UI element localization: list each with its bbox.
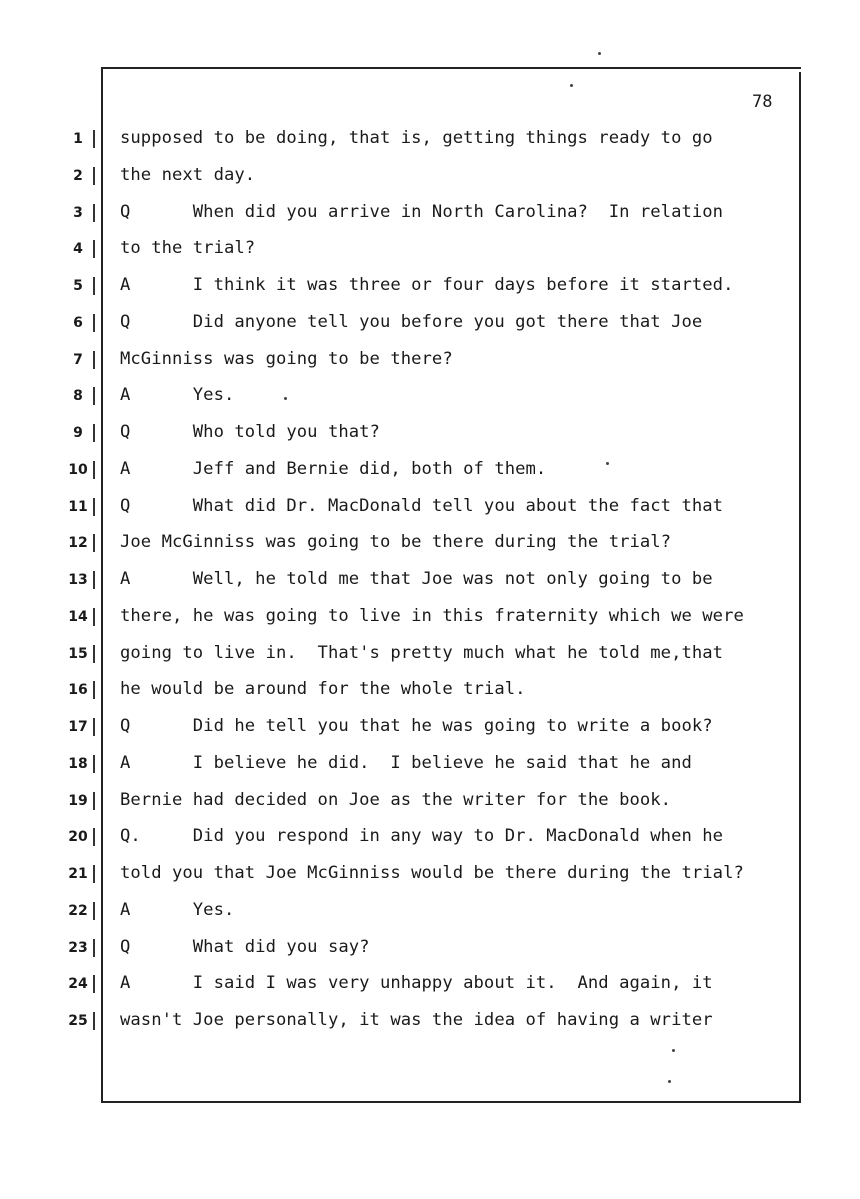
line-tick	[93, 387, 95, 405]
line-number: 18	[68, 756, 88, 772]
line-number: 12	[68, 535, 88, 551]
line-text: Q What did Dr. MacDonald tell you about the fact that	[120, 496, 724, 516]
line-number: 6	[73, 315, 83, 331]
line-text: he would be around for the whole trial.	[120, 679, 526, 699]
line-number: 23	[68, 940, 88, 956]
line-text: to the trial?	[120, 238, 256, 258]
line-tick	[93, 277, 95, 295]
line-text: A I believe he did. I believe he said that he and	[120, 753, 692, 773]
line-tick	[93, 865, 95, 883]
line-tick	[93, 167, 95, 185]
line-tick	[93, 204, 95, 222]
line-tick	[93, 461, 95, 479]
scan-speck	[606, 462, 609, 465]
line-number: 24	[68, 976, 88, 992]
line-number: 1	[73, 131, 83, 147]
line-text: Q Did he tell you that he was going to write a book?	[120, 716, 713, 736]
line-tick	[93, 314, 95, 332]
page-border-top	[101, 67, 801, 69]
line-text: A I said I was very unhappy about it. And again, it	[120, 973, 713, 993]
scan-speck	[598, 52, 601, 55]
line-number: 5	[73, 278, 83, 294]
line-text: McGinniss was going to be there?	[120, 349, 453, 369]
line-text: told you that Joe McGinniss would be there during the trial?	[120, 863, 744, 883]
scan-speck	[570, 84, 573, 87]
page-border-right	[799, 72, 801, 1102]
line-tick	[93, 755, 95, 773]
line-text: supposed to be doing, that is, getting things ready to go	[120, 128, 713, 148]
line-number: 4	[73, 241, 83, 257]
line-text: Q Who told you that?	[120, 422, 380, 442]
line-number: 16	[68, 682, 88, 698]
line-number: 15	[68, 646, 88, 662]
line-text: A Well, he told me that Joe was not only going to be	[120, 569, 713, 589]
line-text: A Jeff and Bernie did, both of them.	[120, 459, 547, 479]
line-number: 14	[68, 609, 88, 625]
line-tick	[93, 608, 95, 626]
line-number: 19	[68, 793, 88, 809]
line-tick	[93, 718, 95, 736]
line-text: A Yes.	[120, 900, 235, 920]
line-tick	[93, 130, 95, 148]
line-tick	[93, 240, 95, 258]
line-number: 20	[68, 829, 88, 845]
line-text: Q When did you arrive in North Carolina? In relation	[120, 202, 724, 222]
line-number: 2	[73, 168, 83, 184]
line-text: Q Did anyone tell you before you got there that Joe	[120, 312, 703, 332]
line-number: 8	[73, 388, 83, 404]
line-tick	[93, 498, 95, 516]
line-tick	[93, 681, 95, 699]
line-text: Bernie had decided on Joe as the writer for the book.	[120, 790, 672, 810]
page-number: 78	[752, 92, 773, 112]
line-number: 13	[68, 572, 88, 588]
line-text: Q What did you say?	[120, 937, 370, 957]
scan-speck	[668, 1080, 671, 1083]
page-border-left	[101, 67, 103, 1102]
line-tick	[93, 975, 95, 993]
scan-speck	[672, 1049, 675, 1052]
line-tick	[93, 571, 95, 589]
line-tick	[93, 645, 95, 663]
line-number: 7	[73, 352, 83, 368]
line-text: going to live in. That's pretty much what he told me,that	[120, 643, 724, 663]
line-tick	[93, 351, 95, 369]
line-text: A Yes.	[120, 385, 235, 405]
line-tick	[93, 939, 95, 957]
line-text: there, he was going to live in this fraternity which we were	[120, 606, 744, 626]
line-text: the next day.	[120, 165, 256, 185]
page-border-bottom	[101, 1101, 801, 1103]
line-number: 21	[68, 866, 88, 882]
line-number: 3	[73, 205, 83, 221]
line-number: 25	[68, 1013, 88, 1029]
scan-speck	[284, 397, 287, 400]
line-number: 11	[68, 499, 88, 515]
line-text: Q. Did you respond in any way to Dr. MacDonald when he	[120, 826, 724, 846]
line-text: wasn't Joe personally, it was the idea of having a writer	[120, 1010, 713, 1030]
line-number: 9	[73, 425, 83, 441]
line-text: Joe McGinniss was going to be there during the trial?	[120, 532, 672, 552]
line-number: 22	[68, 903, 88, 919]
line-tick	[93, 828, 95, 846]
line-tick	[93, 902, 95, 920]
line-tick	[93, 534, 95, 552]
line-tick	[93, 424, 95, 442]
line-number: 10	[68, 462, 88, 478]
line-text: A I think it was three or four days before it started.	[120, 275, 734, 295]
line-tick	[93, 1012, 95, 1030]
line-number: 17	[68, 719, 88, 735]
line-tick	[93, 792, 95, 810]
